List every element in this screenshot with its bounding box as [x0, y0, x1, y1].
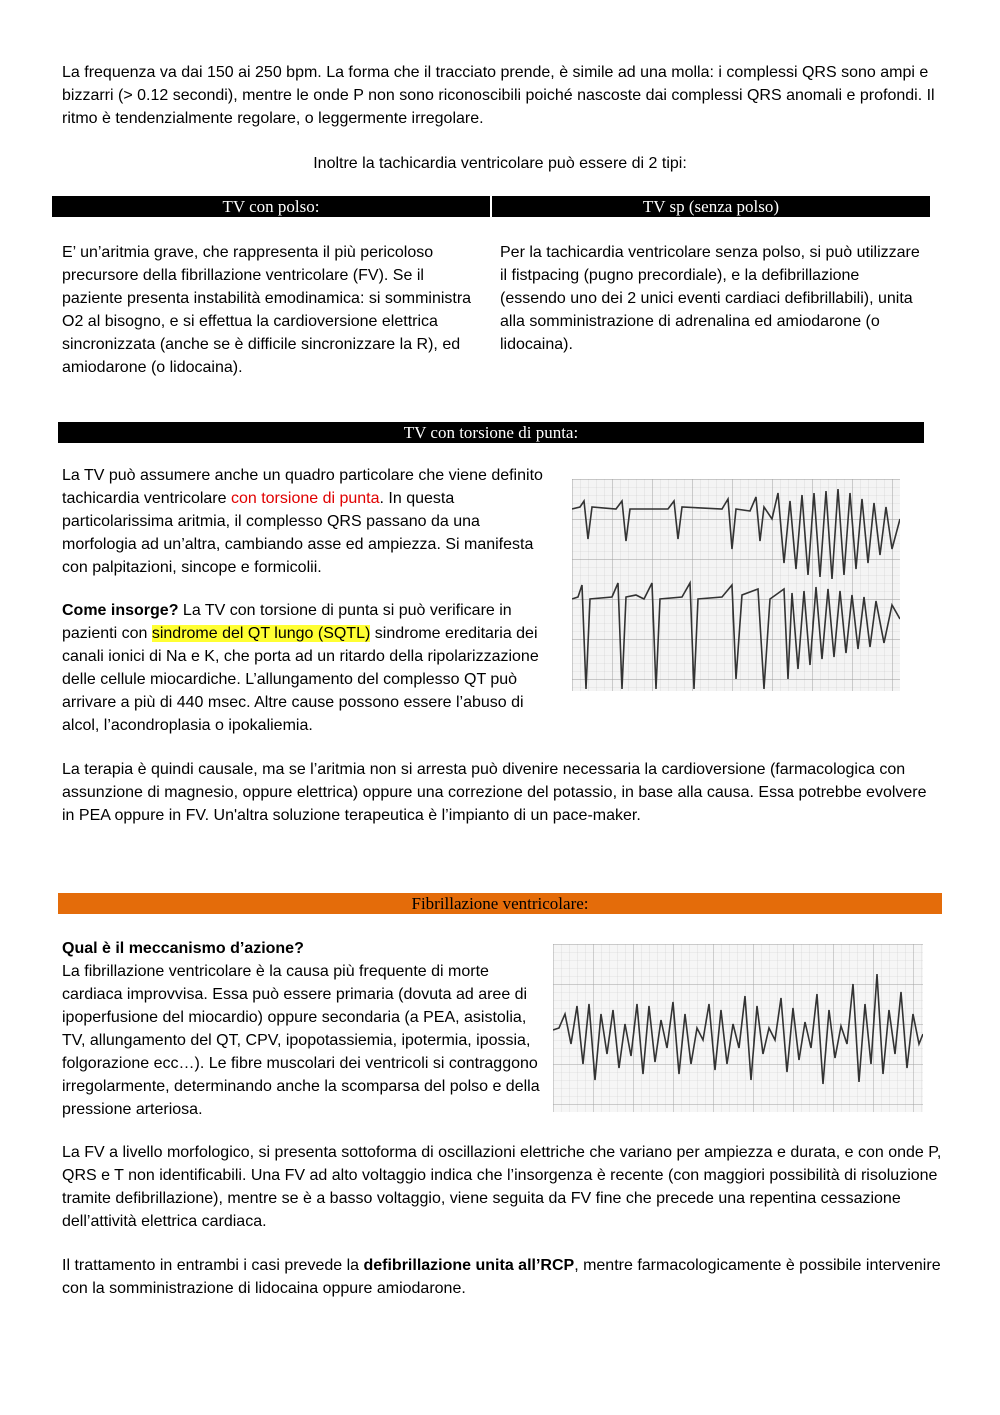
torsione-paragraph-1	[62, 464, 552, 579]
torsade-ecg-strip	[572, 479, 900, 691]
torsione-paragraph-3: La terapia è quindi causale, ma se l’aritmia non si arresta può divenire necessaria la cardioversione (farmacologica con assunzione di magnesio, oppure elettrica) oppure una correzione del potassio, in base alla causa. Essa potrebbe evolvere in PEA oppure in FV. Un'altra soluzione terapeutica è l’impianto di un pace-maker.	[62, 761, 927, 824]
sqtl-highlight: sindrome del QT lungo (SQTL)	[151, 625, 371, 642]
intro-paragraph: La frequenza va dai 150 ai 250 bpm. La forma che il tracciato prende, è simile ad una molla: i complessi QRS sono ampi e bizzarri (> 0.12 secondi), mentre le onde P non sono riconoscibili poiché nascoste dai complessi QRS anomali e profondi. Il ritmo è tendenzialmente regolare, o leggermente irregolare.	[62, 64, 935, 127]
fv-ecg-strip	[553, 944, 923, 1112]
torsione-red-term: con torsione di punta	[230, 490, 380, 507]
tv-con-polso-header: TV con polso:	[52, 196, 490, 217]
torsione-header: TV con torsione di punta:	[58, 422, 924, 443]
fv-paragraph-1	[62, 937, 542, 1121]
torsione-p1-text-a: La TV può assumere anche un quadro particolare che viene definito tachicardia ventricolare	[62, 467, 543, 507]
tv-con-polso-text: E’ un’aritmia grave, che rappresenta il più pericoloso precursore della fibrillazione ventricolare (FV). Se il paziente presenta instabilità emodinamica: si somministra O2 al bisogno, e si effettua la cardioversione elettrica sincronizzata (anche se è difficile sincronizzare la R), ed amiodarone (o lidocaina).	[62, 244, 472, 376]
torsione-p2-text-b: sindrome ereditaria dei canali ionici di Na e K, che porta ad un ritardo della ripolarizzazione delle cellule miocardiche. L’allungamento del complesso QT può arrivare a più di 440 msec. Altre cause possono essere l’abuso di alcol, l’acondroplasia o ipokaliemia.	[62, 625, 539, 734]
types-line: Inoltre la tachicardia ventricolare può essere di 2 tipi:	[313, 155, 687, 172]
tv-sp-text: Per la tachicardia ventricolare senza polso, si può utilizzare il fistpacing (pugno precordiale), e la defibrillazione (essendo uno dei 2 unici eventi cardiaci defibrillabili), unita alla somministrazione di adrenalina ed amiodarone (o lidocaina).	[500, 244, 920, 353]
torsione-p1-text-b: . In questa particolarissima aritmia, il complesso QRS passano da una morfologia ad un’altra, cambiando asse ed ampiezza. Si manifesta con palpitazioni, sincope e formicolii.	[62, 490, 534, 576]
fv-p3-text-a: Il trattamento in entrambi i casi prevede la	[62, 1257, 364, 1274]
defibrillazione-bold: defibrillazione unita all’RCP	[363, 1257, 575, 1274]
fv-paragraph-3	[62, 1254, 942, 1300]
fv-p1-text: La fibrillazione ventricolare è la causa più frequente di morte cardiaca improvvisa. Essa può essere primaria (dovuta ad aree di ipoperfusione del miocardio) oppure secondaria (a PEA, asistolia, TV, allungamento del QT, CPV, ipopotassiemia, ipotermia, ipossia, folgorazione ecc…). Le fibre muscolari dei ventricoli si contraggono irregolarmente, determinando anche la scomparsa del polso e della pressione arteriosa.	[62, 963, 540, 1118]
fv-p3-text-b: , mentre farmacologicamente è possibile intervenire con la somministrazione di lidocaina oppure amiodarone.	[62, 1257, 941, 1297]
come-insorge-heading: Come insorge?	[62, 602, 179, 619]
tv-sp-header: TV sp (senza polso)	[492, 196, 930, 217]
torsione-paragraph-2	[62, 599, 540, 737]
fv-header: Fibrillazione ventricolare:	[58, 893, 942, 914]
fv-question-heading: Qual è il meccanismo d’azione?	[62, 940, 304, 957]
fv-paragraph-2: La FV a livello morfologico, si presenta sottoforma di oscillazioni elettriche che variano per ampiezza e durata, e con onde P, QRS e T non identificabili. Una FV ad alto voltaggio indica che l’insorgenza è recente (con maggiori possibilità di risoluzione tramite defibrillazione), mentre se è a basso voltaggio, viene seguita da FV fine che precede una repentina cessazione dell’attività elettrica cardiaca.	[62, 1144, 942, 1230]
torsione-p2-text-a: La TV con torsione di punta si può verificare in pazienti con	[62, 602, 512, 642]
